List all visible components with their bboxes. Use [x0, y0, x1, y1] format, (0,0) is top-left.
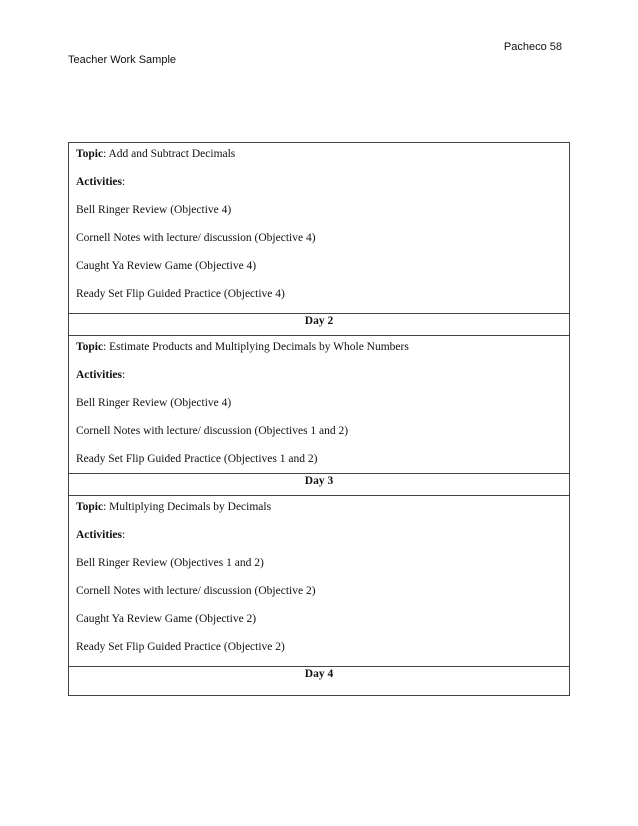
activities-label: Activities: [76, 529, 122, 541]
topic-text: Estimate Products and Multiplying Decimals by Whole Numbers: [109, 341, 409, 353]
topic-text: Add and Subtract Decimals: [108, 148, 236, 160]
activities-heading: Activities:: [76, 529, 126, 541]
topic-text: Multiplying Decimals by Decimals: [109, 501, 272, 513]
activities-heading: Activities:: [76, 176, 126, 188]
topic-cell: [69, 496, 570, 667]
activity-item: Bell Ringer Review (Objectives 1 and 2): [76, 557, 264, 569]
document-title: Teacher Work Sample: [68, 54, 177, 66]
activity-item: Bell Ringer Review (Objective 4): [76, 397, 232, 409]
activities-label: Activities: [76, 176, 122, 188]
activities-label: Activities: [76, 369, 122, 381]
activities-heading: Activities:: [76, 369, 126, 381]
table-row: [69, 496, 570, 667]
lesson-plan-table: [68, 142, 570, 696]
table-row: [69, 474, 570, 496]
activity-item: Bell Ringer Review (Objective 4): [76, 204, 232, 216]
activity-item: Cornell Notes with lecture/ discussion (Objectives 1 and 2): [76, 425, 349, 437]
topic-label: Topic: [76, 148, 104, 160]
topic-cell: [69, 336, 570, 474]
table-row: [69, 667, 570, 696]
activity-item: Cornell Notes with lecture/ discussion (Objective 4): [76, 232, 316, 244]
activity-item: Ready Set Flip Guided Practice (Objective 2): [76, 641, 285, 653]
day-label: Day 4: [304, 668, 334, 680]
topic-cell: [69, 143, 570, 314]
day-heading: Day 3: [69, 474, 570, 496]
activity-item: Caught Ya Review Game (Objective 4): [76, 260, 257, 272]
topic-line: Topic: Multiplying Decimals by Decimals: [76, 501, 272, 513]
activity-item: Caught Ya Review Game (Objective 2): [76, 613, 257, 625]
day-heading: Day 2: [69, 314, 570, 336]
activity-item: Ready Set Flip Guided Practice (Objectives 1 and 2): [76, 453, 318, 465]
table-row: [69, 336, 570, 474]
table-row: [69, 143, 570, 314]
table-row: [69, 314, 570, 336]
topic-line: Topic: Add and Subtract Decimals: [76, 148, 236, 160]
topic-label: Topic: [76, 341, 104, 353]
activity-item: Ready Set Flip Guided Practice (Objective 4): [76, 288, 285, 300]
topic-line: Topic: Estimate Products and Multiplying Decimals by Whole Numbers: [76, 341, 409, 353]
activity-item: Cornell Notes with lecture/ discussion (Objective 2): [76, 585, 316, 597]
day-heading: [69, 667, 570, 696]
page-number-header: Pacheco 58: [503, 41, 562, 53]
topic-label: Topic: [76, 501, 104, 513]
